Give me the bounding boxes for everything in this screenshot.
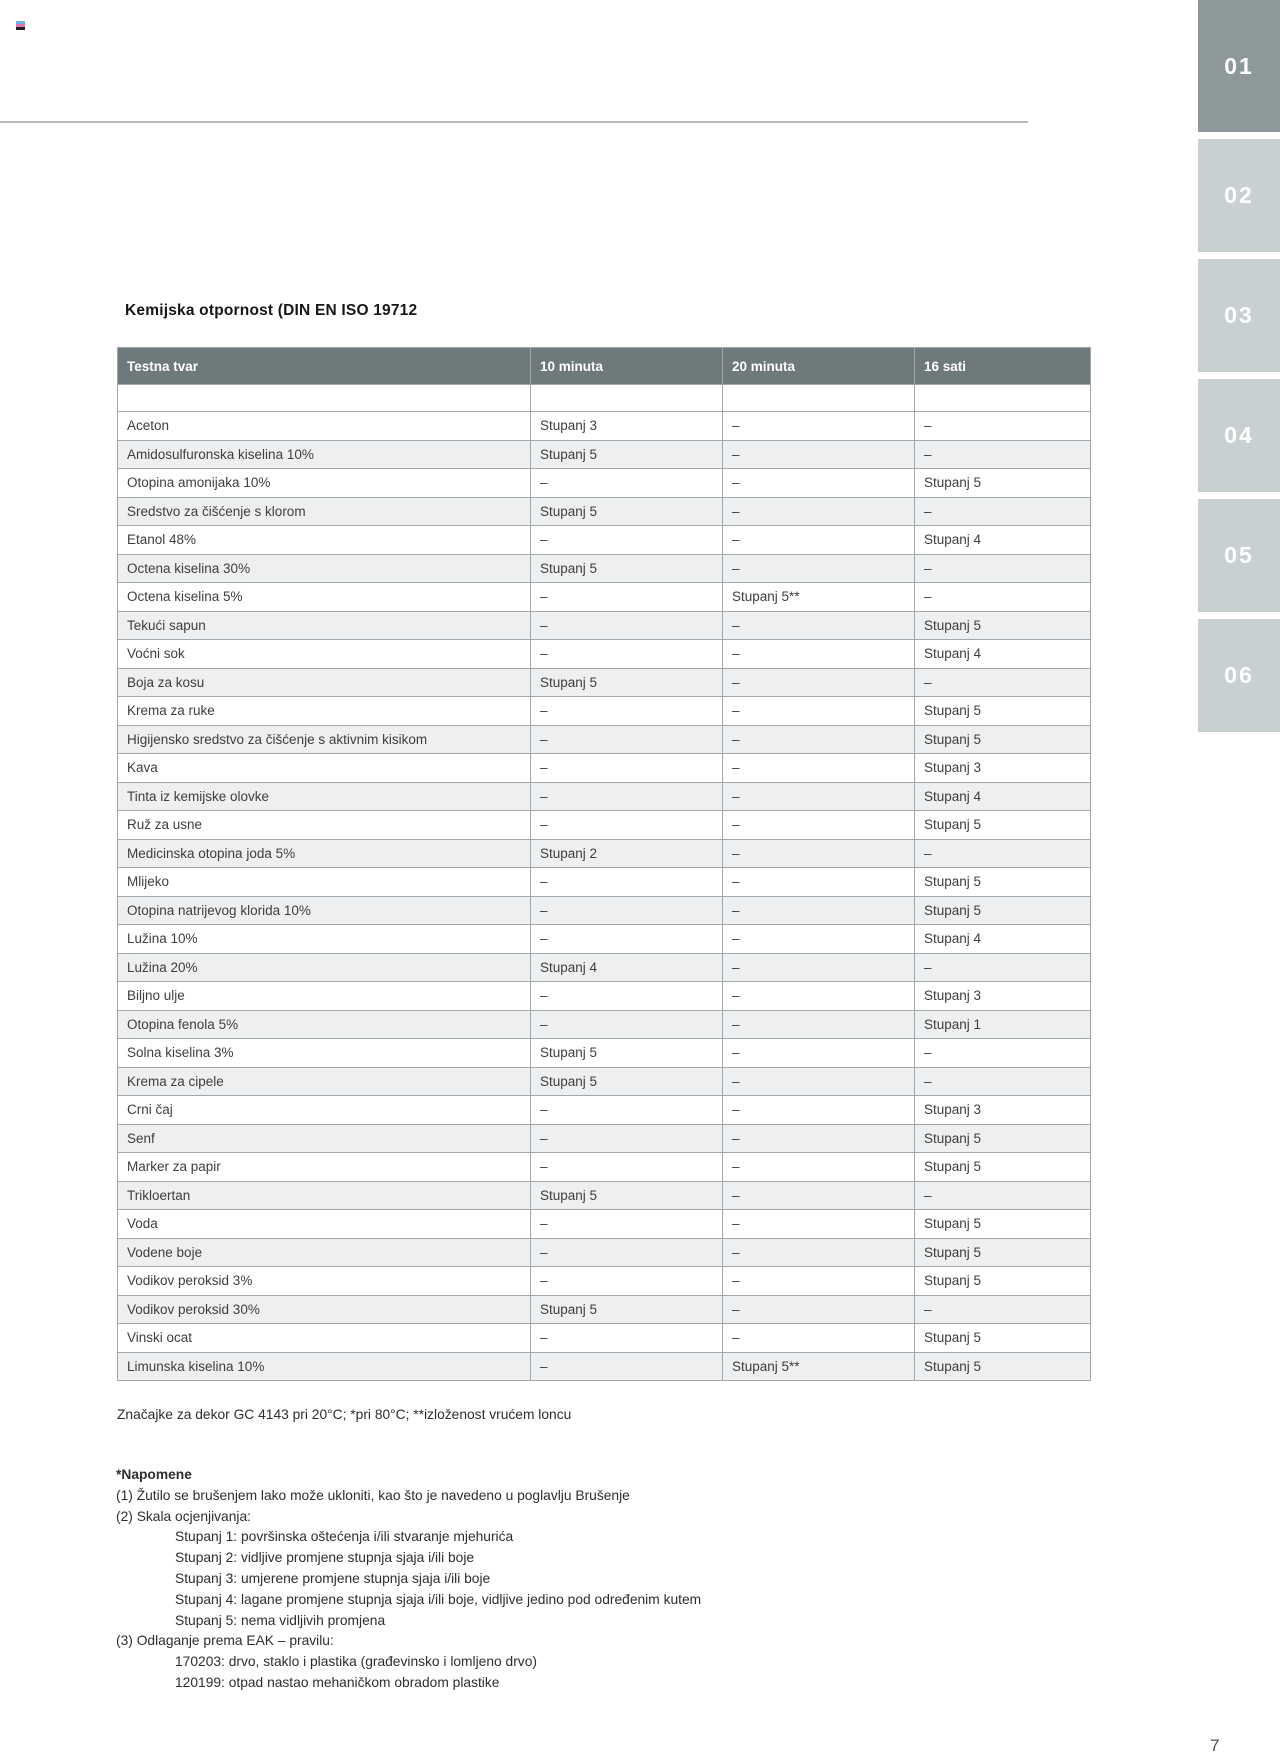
value-10min-cell: – <box>531 526 723 555</box>
substance-cell: Otopina natrijevog klorida 10% <box>118 896 531 925</box>
value-16h-cell: – <box>915 1039 1091 1068</box>
section-tab-label: 04 <box>1224 422 1254 448</box>
value-20min-cell: – <box>723 953 915 982</box>
column-header-16h: 16 sati <box>915 348 1091 385</box>
value-16h-cell: Stupanj 4 <box>915 925 1091 954</box>
value-16h-cell: Stupanj 5 <box>915 1267 1091 1296</box>
value-10min-cell: – <box>531 1267 723 1296</box>
table-row <box>118 1295 1091 1324</box>
value-20min-cell: – <box>723 868 915 897</box>
value-16h-cell: Stupanj 1 <box>915 1010 1091 1039</box>
section-tab-label: 05 <box>1224 542 1254 568</box>
section-tab[interactable] <box>1198 139 1280 252</box>
value-20min-cell: – <box>723 1324 915 1353</box>
chemical-resistance-table <box>117 347 1091 1381</box>
section-tabs <box>1198 0 1280 732</box>
table-row <box>118 1238 1091 1267</box>
value-10min-cell: – <box>531 868 723 897</box>
section-tab-label: 03 <box>1224 302 1254 328</box>
note-line <box>116 1548 1016 1569</box>
substance-cell: Marker za papir <box>118 1153 531 1182</box>
value-16h-cell: Stupanj 5 <box>915 811 1091 840</box>
value-16h-cell: Stupanj 4 <box>915 782 1091 811</box>
value-10min-cell: Stupanj 5 <box>531 668 723 697</box>
value-20min-cell: – <box>723 754 915 783</box>
value-10min-cell: – <box>531 754 723 783</box>
value-20min-cell: – <box>723 839 915 868</box>
substance-cell: Vodikov peroksid 30% <box>118 1295 531 1324</box>
substance-cell: Trikloertan <box>118 1181 531 1210</box>
print-registration-mark-icon <box>16 21 25 30</box>
table-row <box>118 725 1091 754</box>
note-line-text: (1) Žutilo se brušenjem lako može ukloniti, kao što je navedeno u poglavlju Brušenje <box>116 1487 630 1503</box>
value-20min-cell: – <box>723 1124 915 1153</box>
value-10min-cell: – <box>531 1010 723 1039</box>
value-10min-cell: – <box>531 1153 723 1182</box>
value-20min-cell: – <box>723 925 915 954</box>
value-20min-cell: – <box>723 1210 915 1239</box>
table-row <box>118 469 1091 498</box>
value-16h-cell: Stupanj 5 <box>915 611 1091 640</box>
value-10min-cell: – <box>531 725 723 754</box>
table-row <box>118 1067 1091 1096</box>
substance-cell: Vodikov peroksid 3% <box>118 1267 531 1296</box>
header-divider <box>0 121 1028 123</box>
value-10min-cell: Stupanj 5 <box>531 1067 723 1096</box>
substance-cell: Limunska kiselina 10% <box>118 1352 531 1381</box>
table-row <box>118 839 1091 868</box>
table-row <box>118 868 1091 897</box>
value-20min-cell: – <box>723 1238 915 1267</box>
notes-block <box>116 1465 1016 1694</box>
value-10min-cell: – <box>531 469 723 498</box>
value-16h-cell: – <box>915 497 1091 526</box>
table-row <box>118 497 1091 526</box>
substance-cell: Voda <box>118 1210 531 1239</box>
section-tab-label: 02 <box>1224 182 1254 208</box>
page-title: Kemijska otpornost (DIN EN ISO 19712 <box>125 302 418 319</box>
table-row <box>118 526 1091 555</box>
note-line-text: Stupanj 5: nema vidljivih promjena <box>175 1612 386 1628</box>
value-10min-cell: – <box>531 640 723 669</box>
table-caption: Značajke za dekor GC 4143 pri 20°C; *pri 80°C; **izloženost vrućem loncu <box>117 1407 572 1422</box>
table-row <box>118 554 1091 583</box>
value-10min-cell: – <box>531 1238 723 1267</box>
substance-cell: Otopina amonijaka 10% <box>118 469 531 498</box>
substance-cell: Ruž za usne <box>118 811 531 840</box>
value-20min-cell: – <box>723 668 915 697</box>
value-16h-cell: Stupanj 4 <box>915 640 1091 669</box>
note-line <box>116 1465 1016 1486</box>
substance-cell: Lužina 20% <box>118 953 531 982</box>
value-10min-cell: – <box>531 925 723 954</box>
value-20min-cell: – <box>723 469 915 498</box>
note-line-text: (3) Odlaganje prema EAK – pravilu: <box>116 1633 334 1649</box>
table-body <box>118 412 1091 1381</box>
note-line-text: 170203: drvo, staklo i plastika (građevinsko i lomljeno drvo) <box>175 1654 537 1670</box>
table-row <box>118 1153 1091 1182</box>
substance-cell: Senf <box>118 1124 531 1153</box>
column-header-20min: 20 minuta <box>723 348 915 385</box>
note-line <box>116 1652 1016 1673</box>
value-16h-cell: Stupanj 5 <box>915 469 1091 498</box>
table-row <box>118 1181 1091 1210</box>
value-20min-cell: – <box>723 554 915 583</box>
value-10min-cell: – <box>531 782 723 811</box>
substance-cell: Aceton <box>118 412 531 441</box>
value-16h-cell: – <box>915 412 1091 441</box>
note-line-text: *Napomene <box>116 1467 192 1482</box>
table-row <box>118 697 1091 726</box>
note-line-text: Stupanj 1: površinska oštećenja i/ili stvaranje mjehurića <box>175 1529 514 1545</box>
table-row <box>118 1124 1091 1153</box>
substance-cell: Otopina fenola 5% <box>118 1010 531 1039</box>
note-line-text: Stupanj 2: vidljive promjene stupnja sjaja i/ili boje <box>175 1550 475 1566</box>
table-row <box>118 1352 1091 1381</box>
table-header-row <box>118 348 1091 385</box>
value-10min-cell: Stupanj 5 <box>531 440 723 469</box>
value-20min-cell: – <box>723 1010 915 1039</box>
substance-cell: Vinski ocat <box>118 1324 531 1353</box>
value-20min-cell: – <box>723 811 915 840</box>
substance-cell: Amidosulfuronska kiselina 10% <box>118 440 531 469</box>
value-20min-cell: – <box>723 1096 915 1125</box>
value-20min-cell: – <box>723 497 915 526</box>
table-row <box>118 668 1091 697</box>
value-16h-cell: Stupanj 4 <box>915 526 1091 555</box>
value-16h-cell: – <box>915 1295 1091 1324</box>
value-16h-cell: Stupanj 5 <box>915 1238 1091 1267</box>
note-line <box>116 1631 1016 1652</box>
section-tab-label: 06 <box>1224 662 1254 688</box>
value-10min-cell: Stupanj 5 <box>531 497 723 526</box>
value-10min-cell: – <box>531 697 723 726</box>
substance-cell: Octena kiselina 30% <box>118 554 531 583</box>
substance-cell: Boja za kosu <box>118 668 531 697</box>
note-line-text: (2) Skala ocjenjivanja: <box>116 1508 251 1524</box>
value-16h-cell: Stupanj 3 <box>915 754 1091 783</box>
table-row <box>118 1324 1091 1353</box>
value-16h-cell: – <box>915 668 1091 697</box>
table-row <box>118 782 1091 811</box>
value-16h-cell: – <box>915 839 1091 868</box>
substance-cell: Lužina 10% <box>118 925 531 954</box>
table-row <box>118 754 1091 783</box>
value-20min-cell: – <box>723 1153 915 1182</box>
value-10min-cell: Stupanj 5 <box>531 554 723 583</box>
substance-cell: Higijensko sredstvo za čišćenje s aktivnim kisikom <box>118 725 531 754</box>
substance-cell: Voćni sok <box>118 640 531 669</box>
value-16h-cell: Stupanj 5 <box>915 1153 1091 1182</box>
substance-cell: Solna kiselina 3% <box>118 1039 531 1068</box>
substance-cell: Krema za ruke <box>118 697 531 726</box>
column-header-substance: Testna tvar <box>118 348 531 385</box>
value-10min-cell: – <box>531 982 723 1011</box>
substance-cell: Vodene boje <box>118 1238 531 1267</box>
substance-cell: Etanol 48% <box>118 526 531 555</box>
substance-cell: Mlijeko <box>118 868 531 897</box>
column-header-10min: 10 minuta <box>531 348 723 385</box>
section-tab[interactable] <box>1198 259 1280 372</box>
substance-cell: Crni čaj <box>118 1096 531 1125</box>
value-20min-cell: – <box>723 697 915 726</box>
table-row <box>118 953 1091 982</box>
spacer-row <box>118 385 1091 412</box>
note-line <box>116 1611 1016 1632</box>
table-row <box>118 412 1091 441</box>
value-20min-cell: – <box>723 1267 915 1296</box>
note-line <box>116 1590 1016 1611</box>
value-16h-cell: Stupanj 5 <box>915 725 1091 754</box>
value-20min-cell: – <box>723 611 915 640</box>
substance-cell: Octena kiselina 5% <box>118 583 531 612</box>
table-row <box>118 583 1091 612</box>
value-20min-cell: – <box>723 782 915 811</box>
value-10min-cell: Stupanj 4 <box>531 953 723 982</box>
substance-cell: Tinta iz kemijske olovke <box>118 782 531 811</box>
section-tab-label: 01 <box>1224 52 1254 79</box>
value-20min-cell: – <box>723 1295 915 1324</box>
value-10min-cell: – <box>531 611 723 640</box>
value-16h-cell: – <box>915 554 1091 583</box>
substance-cell: Krema za cipele <box>118 1067 531 1096</box>
section-tab[interactable] <box>1198 619 1280 732</box>
value-10min-cell: – <box>531 1124 723 1153</box>
value-16h-cell: Stupanj 5 <box>915 1324 1091 1353</box>
note-line-text: Stupanj 3: umjerene promjene stupnja sjaja i/ili boje <box>175 1570 491 1586</box>
table-row <box>118 1267 1091 1296</box>
value-16h-cell: Stupanj 5 <box>915 697 1091 726</box>
value-16h-cell: Stupanj 5 <box>915 896 1091 925</box>
value-16h-cell: Stupanj 5 <box>915 868 1091 897</box>
value-10min-cell: – <box>531 1352 723 1381</box>
table-row <box>118 440 1091 469</box>
value-10min-cell: – <box>531 583 723 612</box>
value-20min-cell: – <box>723 412 915 441</box>
table-row <box>118 896 1091 925</box>
value-16h-cell: Stupanj 3 <box>915 982 1091 1011</box>
table-row <box>118 1210 1091 1239</box>
value-20min-cell: – <box>723 982 915 1011</box>
note-line <box>116 1673 1016 1694</box>
table-row <box>118 1039 1091 1068</box>
value-16h-cell: – <box>915 440 1091 469</box>
value-10min-cell: Stupanj 5 <box>531 1181 723 1210</box>
value-10min-cell: Stupanj 5 <box>531 1039 723 1068</box>
note-line <box>116 1486 1016 1507</box>
section-tab[interactable] <box>1198 379 1280 492</box>
value-20min-cell: – <box>723 640 915 669</box>
value-20min-cell: Stupanj 5** <box>723 583 915 612</box>
value-10min-cell: – <box>531 811 723 840</box>
note-line-text: Stupanj 4: lagane promjene stupnja sjaja i/ili boje, vidljive jedino pod određenim kutem <box>175 1591 702 1607</box>
value-20min-cell: – <box>723 526 915 555</box>
value-20min-cell: – <box>723 896 915 925</box>
note-line <box>116 1569 1016 1590</box>
value-16h-cell: Stupanj 5 <box>915 1210 1091 1239</box>
value-10min-cell: Stupanj 2 <box>531 839 723 868</box>
value-16h-cell: – <box>915 1181 1091 1210</box>
page-number: 7 <box>1210 1736 1220 1755</box>
table-row <box>118 811 1091 840</box>
value-16h-cell: – <box>915 1067 1091 1096</box>
substance-cell: Kava <box>118 754 531 783</box>
note-line <box>116 1527 1016 1548</box>
value-10min-cell: – <box>531 1210 723 1239</box>
value-16h-cell: – <box>915 953 1091 982</box>
table-row <box>118 982 1091 1011</box>
section-tab[interactable] <box>1198 499 1280 612</box>
table-row <box>118 925 1091 954</box>
value-10min-cell: – <box>531 1096 723 1125</box>
table-row <box>118 1010 1091 1039</box>
value-20min-cell: – <box>723 725 915 754</box>
note-line-text: 120199: otpad nastao mehaničkom obradom plastike <box>175 1674 500 1690</box>
value-20min-cell: – <box>723 1181 915 1210</box>
table-row <box>118 1096 1091 1125</box>
value-16h-cell: Stupanj 5 <box>915 1124 1091 1153</box>
value-20min-cell: – <box>723 440 915 469</box>
value-16h-cell: Stupanj 3 <box>915 1096 1091 1125</box>
section-tab[interactable] <box>1198 0 1280 132</box>
value-16h-cell: – <box>915 583 1091 612</box>
value-10min-cell: Stupanj 5 <box>531 1295 723 1324</box>
value-16h-cell: Stupanj 5 <box>915 1352 1091 1381</box>
table-row <box>118 640 1091 669</box>
substance-cell: Tekući sapun <box>118 611 531 640</box>
table-row <box>118 611 1091 640</box>
value-10min-cell: – <box>531 1324 723 1353</box>
value-10min-cell: Stupanj 3 <box>531 412 723 441</box>
substance-cell: Biljno ulje <box>118 982 531 1011</box>
value-20min-cell: – <box>723 1039 915 1068</box>
substance-cell: Medicinska otopina joda 5% <box>118 839 531 868</box>
value-20min-cell: Stupanj 5** <box>723 1352 915 1381</box>
note-line <box>116 1507 1016 1528</box>
value-20min-cell: – <box>723 1067 915 1096</box>
substance-cell: Sredstvo za čišćenje s klorom <box>118 497 531 526</box>
registration-stripe <box>16 27 25 30</box>
value-10min-cell: – <box>531 896 723 925</box>
